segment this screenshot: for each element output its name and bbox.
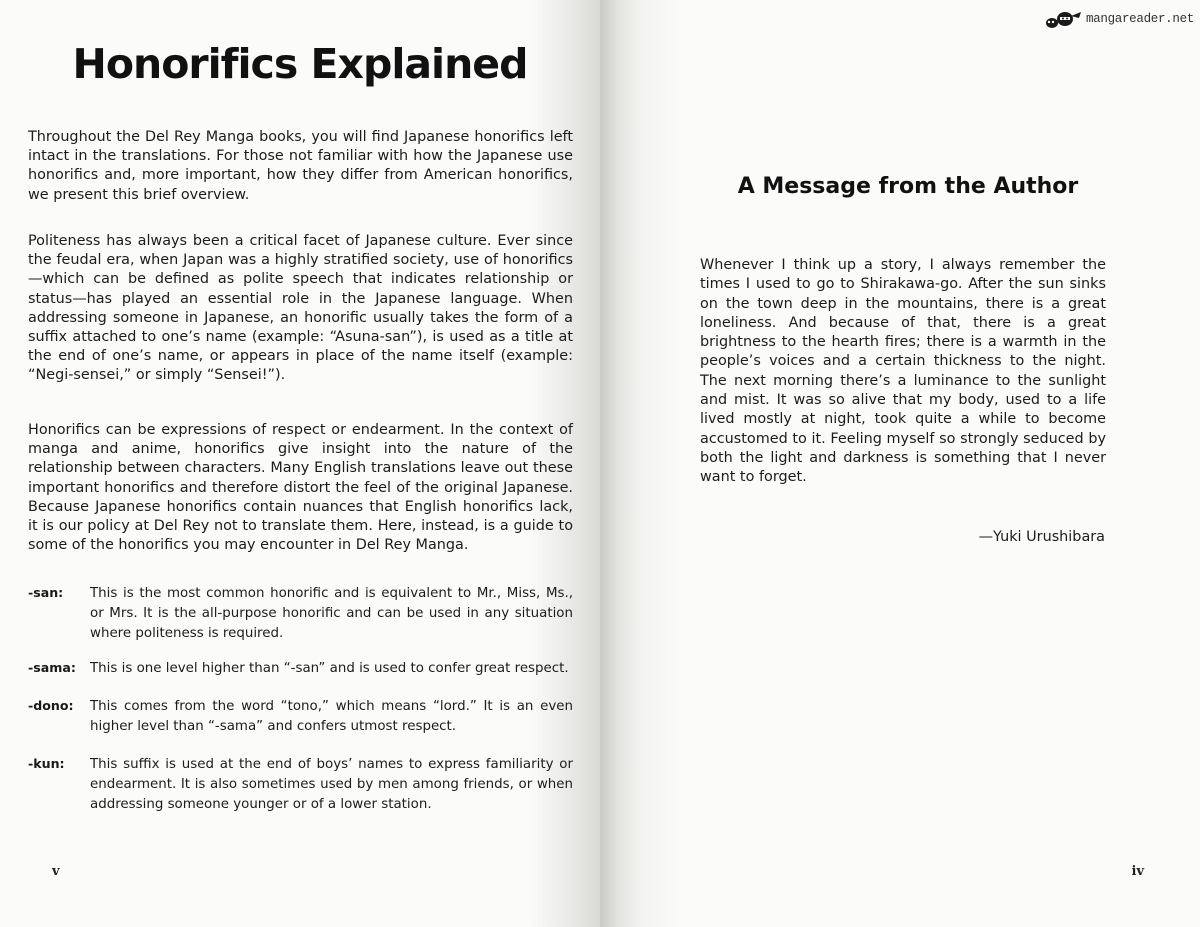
author-signature: —Yuki Urushibara [978,529,1105,545]
page-number-right: iv [1131,864,1144,879]
page-number-left: v [52,864,60,879]
definition-text: This is one level higher than “-san” and is used to confer great respect. [90,661,569,676]
politeness-paragraph: Politeness has always been a critical facet of Japanese culture. Ever since the feudal era, when Japan was a highly stratified society, use of honorifics—which can be defined as polite speech that indicates relationship or status—has played an essential role in the Japanese language. When addressing someone in Japanese, an honorific usually takes the form of a suffix attached to one’s name (example: “Asuna-san”), is used as a title at the end of one’s name, or appears in place of the name itself (example: “Negi-sensei,” or simply “Sensei!”). [28,233,573,384]
definition-text: This comes from the word “tono,” which means “lord.” It is an even higher level than “-sama” and confers utmost respect. [90,699,573,734]
definition-term: -dono: [28,698,74,713]
author-message-title: A Message from the Author [737,174,1079,199]
definition-text: This is the most common honorific and is equivalent to Mr., Miss, Ms., or Mrs. It is the all-purpose honorific and can be used in any situation where politeness is required. [90,586,573,641]
watermark-text: mangareader.net [1085,12,1194,26]
definition-term: -kun: [28,756,65,771]
definition-san [28,584,573,644]
definition-kun [28,755,573,815]
definition-text: This suffix is used at the end of boys’ names to express familiarity or endearment. It is also sometimes used by men among friends, or when addressing someone younger or of a lower station. [90,757,573,812]
definition-dono [28,697,573,757]
expressions-paragraph: Honorifics can be expressions of respect or endearment. In the context of manga and anime, honorifics give insight into the nature of the relationship between characters. Many English translations leave out these important honorifics and therefore distort the feel of the original Japanese. Because Japanese honorifics contain nuances that English honorifics lack, it is our policy at Del Rey not to translate them. Here, instead, is a guide to some of the honorifics you may encounter in Del Rey Manga. [28,422,573,554]
ninja-mascot-icon [1043,8,1083,30]
honorifics-title: Honorifics Explained [72,40,528,88]
watermark[interactable] [1043,8,1194,30]
definition-term: -san: [28,585,64,600]
intro-paragraph: Throughout the Del Rey Manga books, you will find Japanese honorifics left intact in the translations. For those not familiar with how the Japanese use honorifics and, more important, how they differ from American honorifics, we present this brief overview. [28,129,573,203]
right-page [600,0,1200,927]
author-message-text: Whenever I think up a story, I always remember the times I used to go to Shirakawa-go. After the sun sinks on the town deep in the mountains, there is a great loneliness. And because of that, there is a great brightness to the hearth fires; there is a warmth in the people’s voices and a certain thickness to the night. The next morning there’s a luminance to the sunlight and mist. It was so alive that my body, used to a life lived mostly at night, took quite a while to become accustomed to it. Feeling myself so strongly seduced by both the light and darkness is something that I never want to forget. [700,257,1106,486]
definition-term: -sama: [28,660,76,675]
